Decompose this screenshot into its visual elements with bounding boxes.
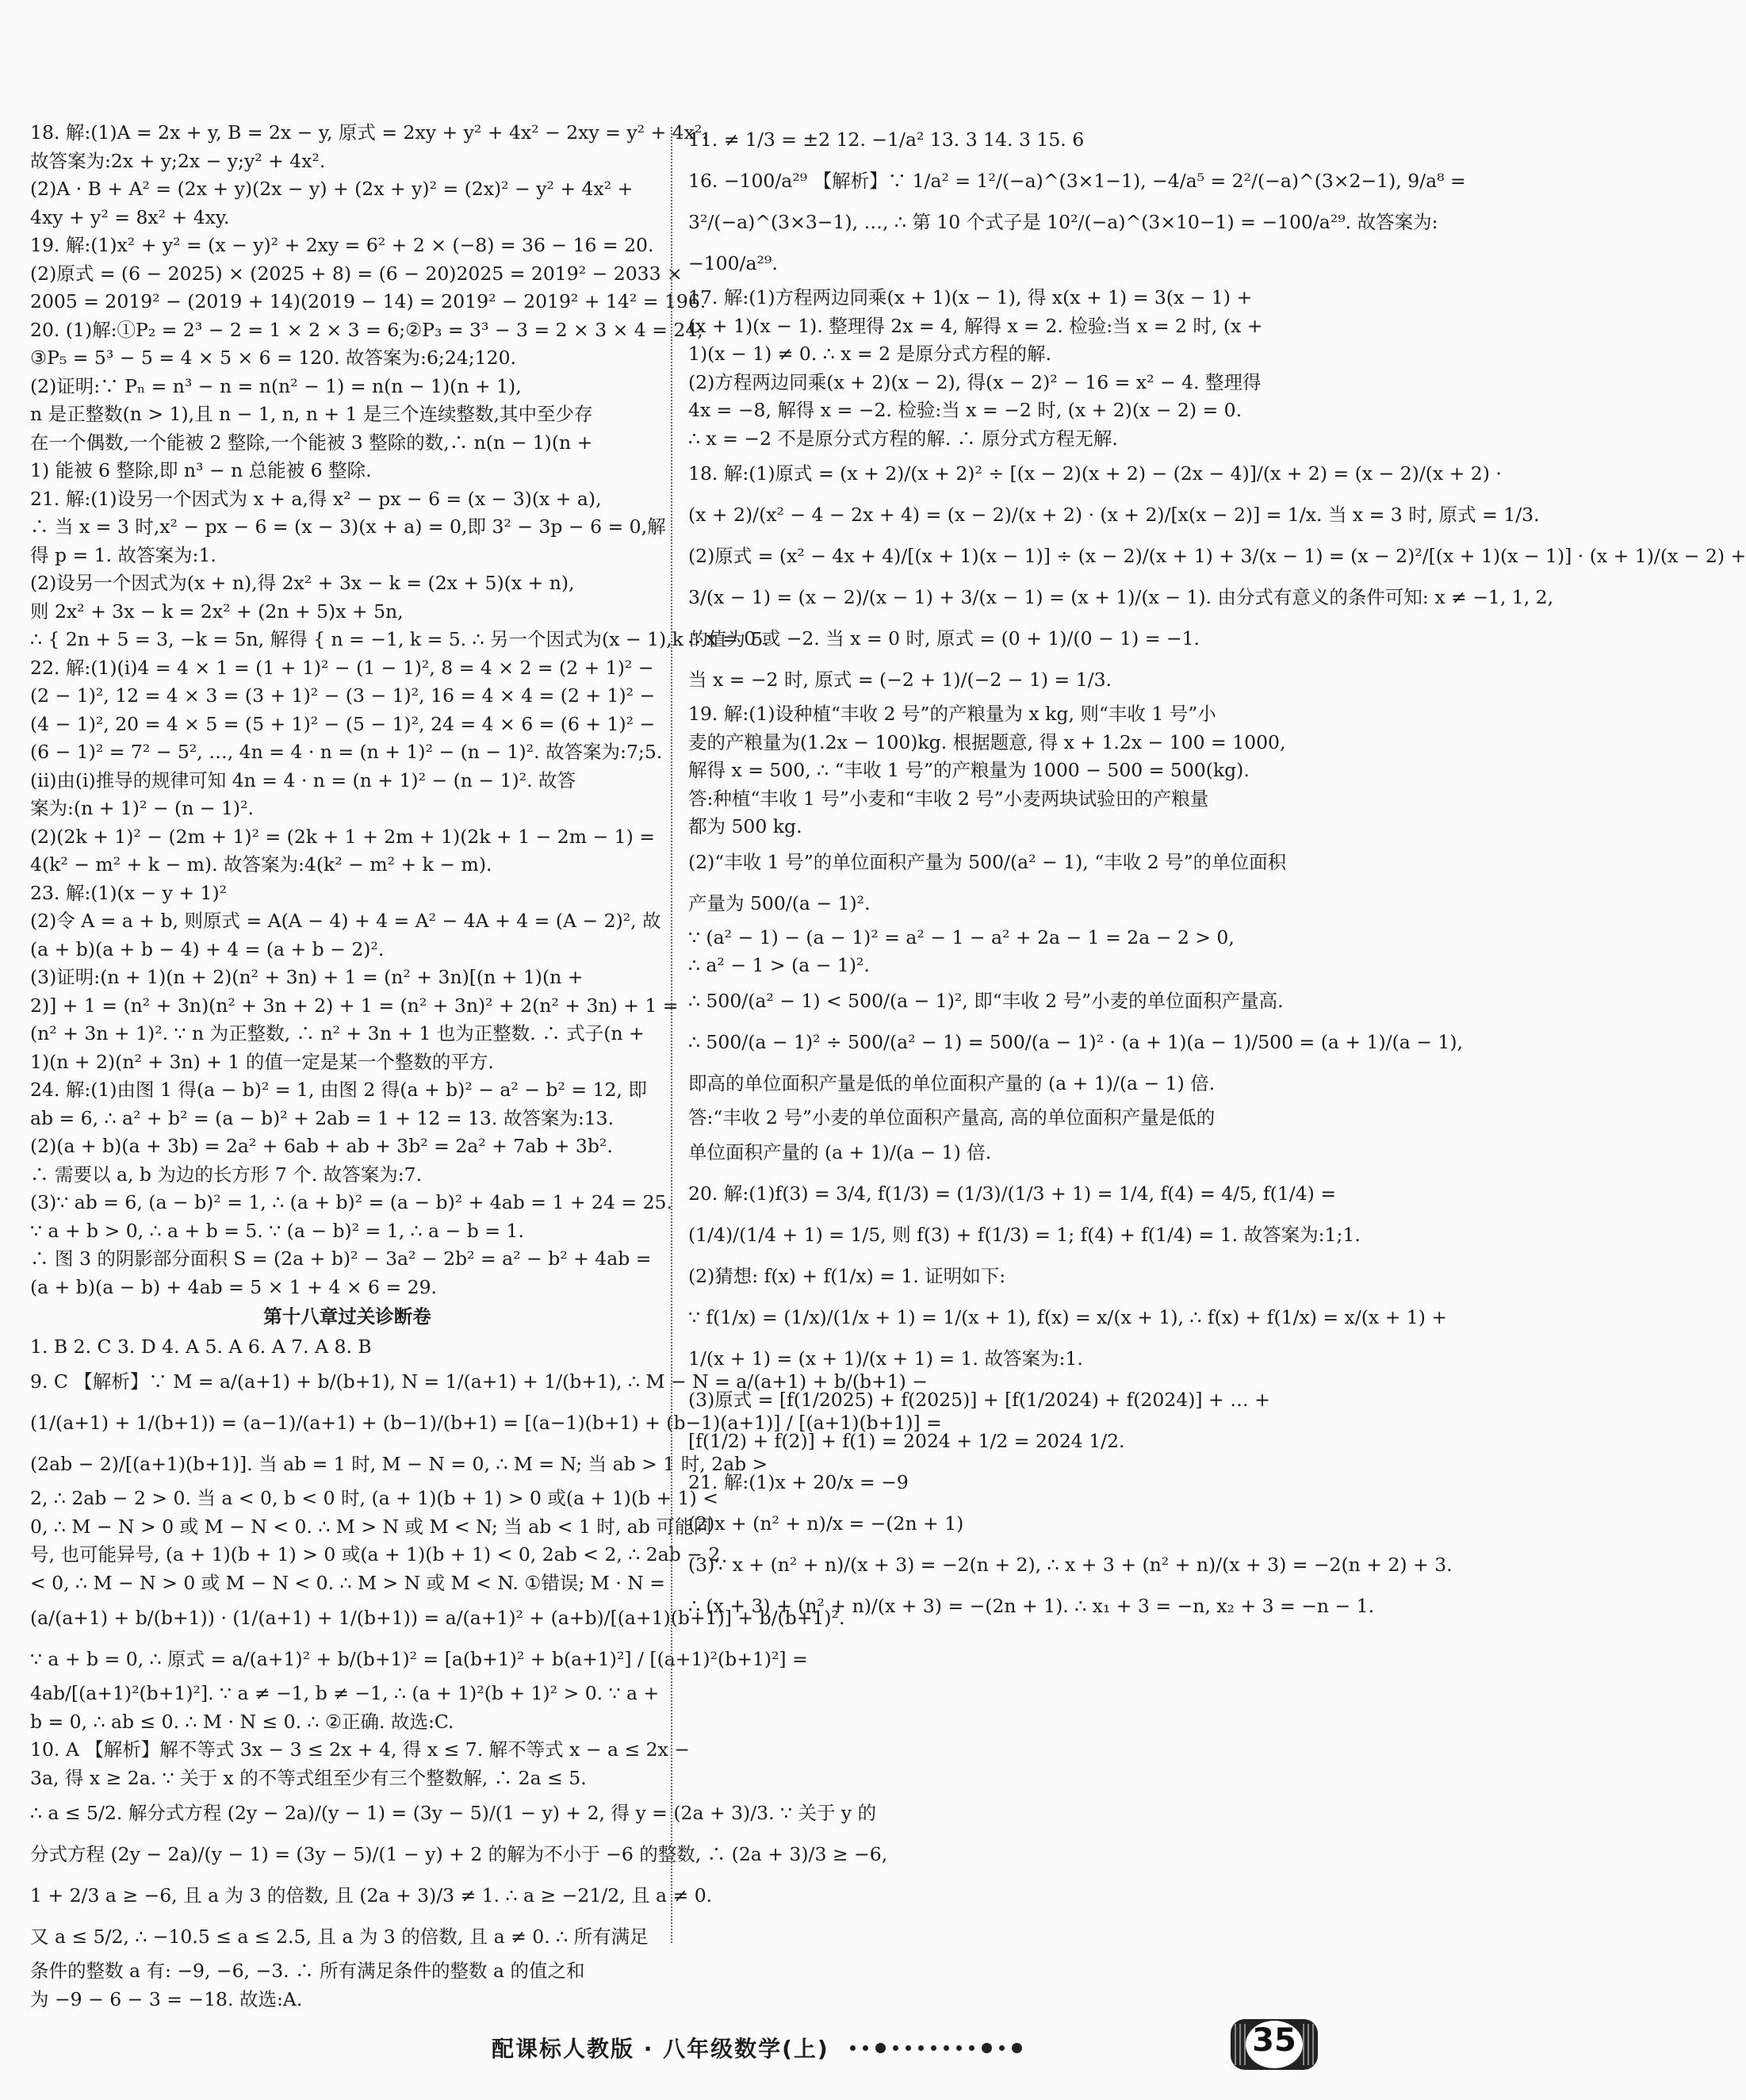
answer-line: (a + b)(a − b) + 4ab = 5 × 1 + 4 × 6 = 29. — [30, 1275, 438, 1298]
answer-line: 4xy + y² = 8x² + 4xy. — [30, 205, 230, 228]
answer-line: 条件的整数 a 有: −9, −6, −3. ∴ 所有满足条件的整数 a 的值之和 — [30, 1960, 585, 1982]
answer-line: 16. −100/a²⁹ 【解析】∵ 1/a² = 1²/(−a)^(3×1−1), −4/a⁵ = 2²/(−a)^(3×2−1), 9/a⁸ = — [688, 170, 1466, 192]
answer-line: 11. ≠ 1/3 = ±2 12. −1/a² 13. 3 14. 3 15. 6 — [688, 128, 1085, 151]
answer-line: ③P₅ = 5³ − 5 = 4 × 5 × 6 = 120. 故答案为:6;24;120. — [30, 347, 516, 369]
answer-line: ab = 6, ∴ a² + b² = (a − b)² + 2ab = 1 + 12 = 13. 故答案为:13. — [30, 1106, 615, 1129]
answer-line: 24. 解:(1)由图 1 得(a − b)² = 1, 由图 2 得(a + b)² − a² − b² = 12, 即 — [30, 1079, 647, 1101]
answer-line: (1/4)/(1/4 + 1) = 1/5, 则 f(3) + f(1/3) = 1; f(4) + f(1/4) = 1. 故答案为:1;1. — [688, 1224, 1361, 1246]
answer-line: (2)证明:∵ Pₙ = n³ − n = n(n² − 1) = n(n − 1)(n + 1), — [30, 374, 522, 397]
answer-line: 案为:(n + 1)² − (n − 1)². — [30, 797, 254, 819]
answer-line: 得 p = 1. 故答案为:1. — [30, 543, 216, 566]
answer-line: (n² + 3n + 1)². ∵ n 为正整数, ∴ n² + 3n + 1 也为正整数. ∴ 式子(n + — [30, 1022, 645, 1044]
answer-line: 即高的单位面积产量是低的单位面积产量的 (a + 1)/(a − 1) 倍. — [688, 1071, 1216, 1094]
section-heading: 第十八章过关诊断卷 — [263, 1305, 431, 1328]
page-number: 35 — [1252, 2022, 1296, 2059]
answer-line: 0, ∴ M − N > 0 或 M − N < 0. ∴ M > N 或 M < N; 当 ab < 1 时, ab 可能同 — [30, 1515, 712, 1538]
answer-line: (3)∵ x + (n² + n)/(x + 3) = −2(n + 2), ∴ x + 3 + (n² + n)/(x + 3) = −2(n + 2) + 3. — [688, 1554, 1453, 1576]
answer-line: (2 − 1)², 12 = 4 × 3 = (3 + 1)² − (3 − 1)², 16 = 4 × 4 = (2 + 1)² − — [30, 684, 656, 707]
answer-line: 又 a ≤ 5/2, ∴ −10.5 ≤ a ≤ 2.5, 且 a 为 3 的倍数, 且 a ≠ 0. ∴ 所有满足 — [30, 1926, 649, 1948]
answer-line: 21. 解:(1)设另一个因式为 x + a,得 x² − px − 6 = (x − 3)(x + a), — [30, 487, 602, 510]
right-answers — [688, 119, 1746, 1627]
answer-line: 分式方程 (2y − 2a)/(y − 1) = (3y − 5)/(1 − y) + 2 的解为不小于 −6 的整数, ∴ (2a + 3)/3 ≥ −6, — [30, 1843, 888, 1865]
answer-line: 21. 解:(1)x + 20/x = −9 — [688, 1471, 909, 1493]
answer-line: (2)方程两边同乘(x + 2)(x − 2), 得(x − 2)² − 16 = x² − 4. 整理得 — [688, 370, 1262, 393]
answer-line: 17. 解:(1)方程两边同乘(x + 1)(x − 1), 得 x(x + 1) = 3(x − 1) + — [688, 286, 1253, 308]
answer-line: (2)(2k + 1)² − (2m + 1)² = (2k + 1 + 2m + 1)(2k + 1 − 2m − 1) = — [30, 825, 655, 848]
answer-line: ∵ a + b = 0, ∴ 原式 = a/(a+1)² + b/(b+1)² = [a(b+1)² + b(a+1)²] / [(a+1)²(b+1)²] = — [30, 1648, 808, 1670]
answer-line: −100/a²⁹. — [688, 252, 778, 274]
answer-line: 在一个偶数,一个能被 2 整除,一个能被 3 整除的数,∴ n(n − 1)(n + — [30, 431, 593, 454]
answer-line: (4 − 1)², 20 = 4 × 5 = (5 + 1)² − (5 − 1)², 24 = 4 × 6 = (6 + 1)² − — [30, 712, 656, 735]
answer-line: 4ab/[(a+1)²(b+1)²]. ∵ a ≠ −1, b ≠ −1, ∴ (a + 1)²(b + 1)² > 0. ∵ a + — [30, 1682, 660, 1704]
answer-line: ∴ a² − 1 > (a − 1)². — [688, 954, 870, 976]
answer-line: ∵ a + b > 0, ∴ a + b = 5. ∵ (a − b)² = 1, ∴ a − b = 1. — [30, 1219, 524, 1242]
answer-line: (2)x + (n² + n)/x = −(2n + 1) — [688, 1512, 964, 1535]
footer-dots — [850, 2043, 1022, 2053]
answer-line: 为 −9 − 6 − 3 = −18. 故选:A. — [30, 1987, 303, 2010]
page-number-badge — [1227, 2014, 1321, 2075]
answer-line: 18. 解:(1)A = 2x + y, B = 2x − y, 原式 = 2xy + y² + 4x² − 2xy = y² + 4x². — [30, 121, 708, 144]
answer-line: [f(1/2) + f(2)] + f(1) = 2024 + 1/2 = 2024 1/2. — [688, 1430, 1125, 1452]
footer-text: 配课标人教版 · 八年级数学(上) — [492, 2036, 829, 2062]
answer-line: 20. 解:(1)f(3) = 3/4, f(1/3) = (1/3)/(1/3 + 1) = 1/4, f(4) = 4/5, f(1/4) = — [688, 1182, 1337, 1205]
answer-line: (a + b)(a + b − 4) + 4 = (a + b − 2)². — [30, 937, 385, 960]
answer-line: 1/(x + 1) = (x + 1)/(x + 1) = 1. 故答案为:1. — [688, 1347, 1083, 1370]
answer-line: 2005 = 2019² − (2019 + 14)(2019 − 14) = 2019² − 2019² + 14² = 196. — [30, 290, 706, 312]
answer-line: 1)(n + 2)(n² + 3n) + 1 的值一定是某一个整数的平方. — [30, 1050, 494, 1073]
answer-line: 麦的产粮量为(1.2x − 100)kg. 根据题意, 得 x + 1.2x − 100 = 1000, — [688, 730, 1286, 753]
answer-line: n 是正整数(n > 1),且 n − 1, n, n + 1 是三个连续整数,其中至少存 — [30, 403, 593, 425]
answer-line: 答:“丰收 2 号”小麦的单位面积产量高, 高的单位面积产量是低的 — [688, 1106, 1216, 1129]
answer-line: 1. B 2. C 3. D 4. A 5. A 6. A 7. A 8. B — [30, 1335, 372, 1358]
answer-line: ∴ (x + 3) + (n² + n)/(x + 3) = −(2n + 1). ∴ x₁ + 3 = −n, x₂ + 3 = −n − 1. — [688, 1595, 1375, 1617]
answer-line: 3a, 得 x ≥ 2a. ∵ 关于 x 的不等式组至少有三个整数解, ∴ 2a ≤ 5. — [30, 1766, 587, 1789]
answer-line: (2)“丰收 1 号”的单位面积产量为 500/(a² − 1), “丰收 2 号”的单位面积 — [688, 850, 1287, 873]
answer-line: 故答案为:2x + y;2x − y;y² + 4x². — [30, 149, 326, 172]
answer-line: (x + 1)(x − 1). 整理得 2x = 4, 解得 x = 2. 检验:当 x = 2 时, (x + — [688, 314, 1263, 337]
answer-line: 2)] + 1 = (n² + 3n)(n² + 3n + 2) + 1 = (n² + 3n)² + 2(n² + 3n) + 1 = — [30, 994, 679, 1017]
answer-line: 1) 能被 6 整除,即 n³ − n 总能被 6 整除. — [30, 459, 372, 481]
answer-line: (1/(a+1) + 1/(b+1)) = (a−1)/(a+1) + (b−1)/(b+1) = [(a−1)(b+1) + (b−1)(a+1)] / [(a+1)(b+1)] = — [30, 1412, 942, 1434]
answer-line: (2)令 A = a + b, 则原式 = A(A − 4) + 4 = A² − 4A + 4 = (A − 2)², 故 — [30, 910, 661, 932]
answer-line: (x + 2)/(x² − 4 − 2x + 4) = (x − 2)/(x + 2) · (x + 2)/[x(x − 2)] = 1/x. 当 x = 3 时, 原式 = 1/3. — [688, 504, 1540, 526]
answer-line: 22. 解:(1)(ⅰ)4 = 4 × 1 = (1 + 1)² − (1 − 1)², 8 = 4 × 2 = (2 + 1)² − — [30, 656, 654, 679]
answer-line: 18. 解:(1)原式 = (x + 2)/(x + 2)² ÷ [(x − 2)(x + 2) − (2x − 4)]/(x + 2) = (x − 2)/(x + 2) · — [688, 462, 1502, 485]
answer-line: 19. 解:(1)x² + y² = (x − y)² + 2xy = 6² + 2 × (−8) = 36 − 16 = 20. — [30, 234, 654, 256]
answer-line: ∵ f(1/x) = (1/x)/(1/x + 1) = 1/(x + 1), f(x) = x/(x + 1), ∴ f(x) + f(1/x) = x/(x + 1) + — [688, 1306, 1448, 1328]
answer-line: (6 − 1)² = 7² − 5², …, 4n = 4 · n = (n + 1)² − (n − 1)². 故答案为:7;5. — [30, 741, 663, 763]
answer-line: 19. 解:(1)设种植“丰收 2 号”的产粮量为 x kg, 则“丰收 1 号”小 — [688, 703, 1216, 725]
answer-line: 23. 解:(1)(x − y + 1)² — [30, 881, 228, 904]
answer-line: 都为 500 kg. — [688, 815, 802, 837]
answer-line: (3)原式 = [f(1/2025) + f(2025)] + [f(1/2024) + f(2024)] + … + — [688, 1389, 1270, 1411]
answer-line: 4x = −8, 解得 x = −2. 检验:当 x = −2 时, (x + 2)(x − 2) = 0. — [688, 399, 1242, 421]
answer-line: ∵ (a² − 1) − (a − 1)² = a² − 1 − a² + 2a − 1 = 2a − 2 > 0, — [688, 925, 1235, 948]
answer-line: (a/(a+1) + b/(b+1)) · (1/(a+1) + 1/(b+1)) = a/(a+1)² + (a+b)/[(a+1)(b+1)] + b/(b+1)². — [30, 1607, 845, 1629]
answer-line: b = 0, ∴ ab ≤ 0. ∴ M · N ≤ 0. ∴ ②正确. 故选:C. — [30, 1710, 454, 1733]
answer-line: (2)原式 = (x² − 4x + 4)/[(x + 1)(x − 1)] ÷ (x − 2)/(x + 1) + 3/(x − 1) = (x − 2)²/[(x + 1)(x − 1)] · (x + 1)/(x − 2) + — [688, 545, 1746, 567]
answer-line: < 0, ∴ M − N > 0 或 M − N < 0. ∴ M > N 或 M < N. ①错误; M · N = — [30, 1571, 665, 1594]
answer-line: 9. C 【解析】∵ M = a/(a+1) + b/(b+1), N = 1/(a+1) + 1/(b+1), ∴ M − N = a/(a+1) + b/(b+1) − — [30, 1370, 928, 1393]
footer — [492, 2024, 1348, 2071]
answer-line: 1 + 2/3 a ≥ −6, 且 a 为 3 的倍数, 且 (2a + 3)/3 ≠ 1. ∴ a ≥ −21/2, 且 a ≠ 0. — [30, 1884, 713, 1906]
column-divider — [671, 127, 672, 1943]
answer-line: 10. A 【解析】解不等式 3x − 3 ≤ 2x + 4, 得 x ≤ 7. 解不等式 x − a ≤ 2x − — [30, 1738, 691, 1761]
answer-line: ∴ x = 0 或 −2. 当 x = 0 时, 原式 = (0 + 1)/(0 − 1) = −1. — [688, 627, 1200, 650]
answer-line: 20. (1)解:①P₂ = 2³ − 2 = 1 × 2 × 3 = 6;②P₃ = 3³ − 3 = 2 × 3 × 4 = 24; — [30, 318, 704, 341]
answer-line: ∴ 当 x = 3 时,x² − px − 6 = (x − 3)(x + a) = 0,即 3² − 3p − 6 = 0,解 — [30, 515, 666, 538]
answer-line: 解得 x = 500, ∴ “丰收 1 号”的产粮量为 1000 − 500 = 500(kg). — [688, 759, 1250, 781]
answer-line: 当 x = −2 时, 原式 = (−2 + 1)/(−2 − 1) = 1/3. — [688, 669, 1112, 691]
answer-line: 产量为 500/(a − 1)². — [688, 891, 871, 914]
answer-line: (2)A · B + A² = (2x + y)(2x − y) + (2x + y)² = (2x)² − y² + 4x² + — [30, 178, 634, 200]
answer-line: 单位面积产量的 (a + 1)/(a − 1) 倍. — [688, 1141, 992, 1163]
answer-line: ∴ a ≤ 5/2. 解分式方程 (2y − 2a)/(y − 1) = (3y − 5)/(1 − y) + 2, 得 y = (2a + 3)/3. ∵ 关于 y 的 — [30, 1802, 877, 1824]
answer-line: 答:种植“丰收 1 号”小麦和“丰收 2 号”小麦两块试验田的产粮量 — [688, 787, 1209, 810]
answer-line: (2)猜想: f(x) + f(1/x) = 1. 证明如下: — [688, 1265, 1006, 1287]
answer-line: ∴ { 2n + 5 = 3, −k = 5n, 解得 { n = −1, k = 5. ∴ 另一个因式为(x − 1),k 的值为 5. — [30, 628, 769, 650]
right-column — [688, 119, 1746, 1627]
answer-line: 号, 也可能异号, (a + 1)(b + 1) > 0 或(a + 1)(b + 1) < 0, 2ab < 2, ∴ 2ab − 2 — [30, 1543, 721, 1565]
answer-line: 2, ∴ 2ab − 2 > 0. 当 a < 0, b < 0 时, (a + 1)(b + 1) > 0 或(a + 1)(b + 1) < — [30, 1487, 718, 1509]
answer-line: 4(k² − m² + k − m). 故答案为:4(k² − m² + k − m). — [30, 853, 492, 876]
answer-line: ∴ x = −2 不是原分式方程的解. ∴ 原分式方程无解. — [688, 427, 1118, 450]
answer-line: ∴ 500/(a − 1)² ÷ 500/(a² − 1) = 500/(a − 1)² · (a + 1)(a − 1)/500 = (a + 1)/(a − 1), — [688, 1030, 1463, 1053]
answer-line: 1)(x − 1) ≠ 0. ∴ x = 2 是原分式方程的解. — [688, 343, 1052, 365]
answer-line: ∴ 需要以 a, b 为边的长方形 7 个. 故答案为:7. — [30, 1163, 423, 1186]
answer-line: (3)∵ ab = 6, (a − b)² = 1, ∴ (a + b)² = (a − b)² + 4ab = 1 + 24 = 25. — [30, 1191, 672, 1213]
answer-line: 3²/(−a)^(3×3−1), …, ∴ 第 10 个式子是 10²/(−a)^(3×10−1) = −100/a²⁹. 故答案为: — [688, 211, 1438, 233]
answer-line: (ⅱ)由(ⅰ)推导的规律可知 4n = 4 · n = (n + 1)² − (n − 1)². 故答 — [30, 768, 576, 791]
answer-line: (2ab − 2)/[(a+1)(b+1)]. 当 ab = 1 时, M − N = 0, ∴ M = N; 当 ab > 1 时, 2ab > — [30, 1453, 768, 1475]
answer-line: (3)证明:(n + 1)(n + 2)(n² + 3n) + 1 = (n² + 3n)[(n + 1)(n + — [30, 966, 584, 988]
answer-line: ∴ 500/(a² − 1) < 500/(a − 1)², 即“丰收 2 号”小麦的单位面积产量高. — [688, 989, 1284, 1012]
answer-line: 3/(x − 1) = (x − 2)/(x − 1) + 3/(x − 1) = (x + 1)/(x − 1). 由分式有意义的条件可知: x ≠ −1, 1, 2, — [688, 586, 1554, 608]
answer-line: (2)原式 = (6 − 2025) × (2025 + 8) = (6 − 20)2025 = 2019² − 2033 × — [30, 262, 683, 285]
answer-line: 则 2x² + 3x − k = 2x² + (2n + 5)x + 5n, — [30, 600, 404, 623]
answer-line: ∴ 图 3 的阴影部分面积 S = (2a + b)² − 3a² − 2b² = a² − b² + 4ab = — [30, 1247, 652, 1270]
answer-line: (2)(a + b)(a + 3b) = 2a² + 6ab + ab + 3b² = 2a² + 7ab + 3b². — [30, 1135, 613, 1157]
answer-line: (2)设另一个因式为(x + n),得 2x² + 3x − k = (2x + 5)(x + n), — [30, 572, 575, 594]
